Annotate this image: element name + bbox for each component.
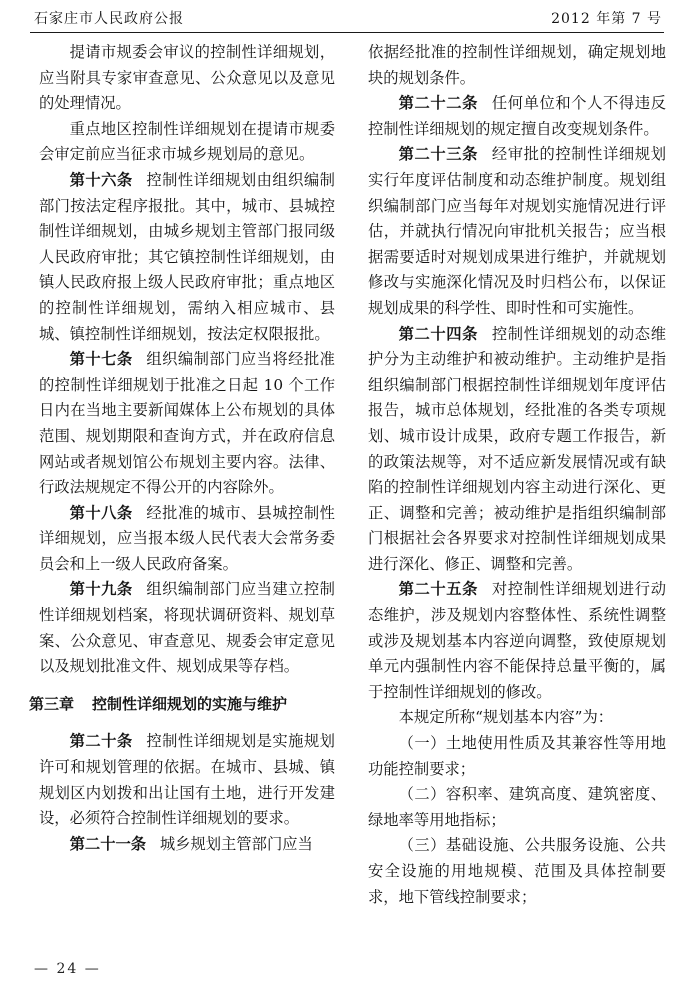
article-text: 组织编制部门应当将经批准的控制性详细规划于批准之日起 10 个工作日内在当地主要新闻媒体上公布规划的具体范围、规划期限和查询方式，并在政府信息网站或者规划馆公布规划主要内容。法律、行政法规规定不得公开的内容除外。 [39, 350, 335, 497]
article-text: 控制性详细规划的动态维护分为主动维护和被动维护。主动维护是指组织编制部门根据控制性详细规划年度评估报告，城市总体规划，经批准的各类专项规划、城市设计成果，政府专题工作报告，新的政策法规等，对不适应新发展情况或有缺陷的控制性详细规划内容主动进行深化、更正、调整和完善；被动维护是指组织编制部门根据社会各界要求对控制性详细规划成果进行深化、修正、调整和完善。 [368, 324, 666, 573]
list-item: （二）容积率、建筑高度、建筑密度、绿地率等用地指标； [368, 785, 666, 829]
article-heading: 第二十二条 [398, 94, 479, 113]
article-heading: 第十八条 [69, 503, 133, 522]
article-heading: 第二十条 [69, 732, 133, 751]
article-heading: 第二十一条 [69, 834, 147, 853]
article-text: 城乡规划主管部门应当 [159, 834, 313, 853]
list-item: （三）基础设施、公共服务设施、公共安全设施的用地规模、范围及具体控制要求，地下管线控制要求； [368, 836, 666, 906]
article-heading: 第二十四条 [398, 324, 479, 343]
chapter-title: 控制性详细规划的实施与维护 [92, 694, 288, 713]
article-heading: 第十九条 [69, 580, 133, 599]
article-16 [39, 168, 335, 347]
left-column [29, 40, 335, 857]
paragraph: 本规定所称“规划基本内容”为： [398, 708, 614, 727]
article-23 [368, 142, 666, 321]
article-18 [39, 501, 335, 578]
article-text: 控制性详细规划是实施规划许可和规划管理的依据。在城市、县城、镇规划区内划拨和出让国有土地，进行开发建设，必须符合控制性详细规划的要求。 [39, 732, 335, 828]
article-24 [368, 322, 666, 578]
paragraph: 重点地区控制性详细规划在提请市规委会审定前应当征求市城乡规划局的意见。 [39, 119, 335, 164]
article-text: 经审批的控制性详细规划实行年度评估制度和动态维护制度。规划组织编制部门应当每年对规划实施情况进行评估，并就执行情况向审批机关报告；应当根据需要适时对规划成果进行维护，并就规划修改与实施深化情况及时归档公布，以保证规划成果的科学性、即时性和可实施性。 [368, 145, 666, 317]
article-text: 经批准的城市、县城控制性详细规划，应当报本级人民代表大会常务委员会和上一级人民政府备案。 [39, 503, 335, 573]
article-text: 控制性详细规划由组织编制部门按法定程序报批。其中，城市、县城控制性详细规划，由城乡规划主管部门报同级人民政府审批；其它镇控制性详细规划，由镇人民政府报上级人民政府审批；重点地区的控制性详细规划，需纳入相应城市、县城、镇控制性详细规划，按法定权限报批。 [39, 170, 335, 343]
paragraph: 提请市规委会审议的控制性详细规划，应当附具专家审查意见、公众意见以及意见的处理情况。 [39, 43, 335, 113]
header-divider [30, 32, 664, 33]
list-item: （一）土地使用性质及其兼容性等用地功能控制要求； [368, 734, 666, 778]
article-20 [39, 729, 335, 831]
article-21 [39, 832, 335, 858]
article-25 [368, 577, 666, 705]
issue-number: 2012 年第 7 号 [551, 11, 662, 27]
article-heading: 第十六条 [69, 170, 133, 189]
paragraph-continued: 依据经批准的控制性详细规划，确定规划地块的规划条件。 [368, 43, 666, 87]
article-text: 组织编制部门应当建立控制性详细规划档案，将现状调研资料、规划草案、公众意见、审查意见、规委会审定意见以及规划批准文件、规划成果等存档。 [39, 580, 335, 676]
chapter-number: 第三章 [29, 694, 75, 713]
page-header [30, 6, 664, 30]
publication-title: 石家庄市人民政府公报 [34, 11, 184, 27]
article-19 [39, 577, 335, 679]
article-heading: 第二十三条 [398, 145, 479, 164]
article-22 [368, 91, 666, 142]
article-heading: 第十七条 [69, 350, 133, 369]
article-heading: 第二十五条 [398, 580, 479, 599]
article-text: 对控制性详细规划进行动态维护，涉及规划内容整体性、系统性调整或涉及规划基本内容逆向调整，致使原规划单元内强制性内容不能保持总量平衡的，属于控制性详细规划的修改。 [368, 580, 666, 701]
article-text: 任何单位和个人不得违反控制性详细规划的规定擅自改变规划条件。 [368, 94, 666, 138]
article-17 [39, 347, 335, 501]
right-column [368, 40, 666, 910]
page-number: — 24 — [34, 961, 101, 977]
chapter-heading [29, 692, 335, 718]
